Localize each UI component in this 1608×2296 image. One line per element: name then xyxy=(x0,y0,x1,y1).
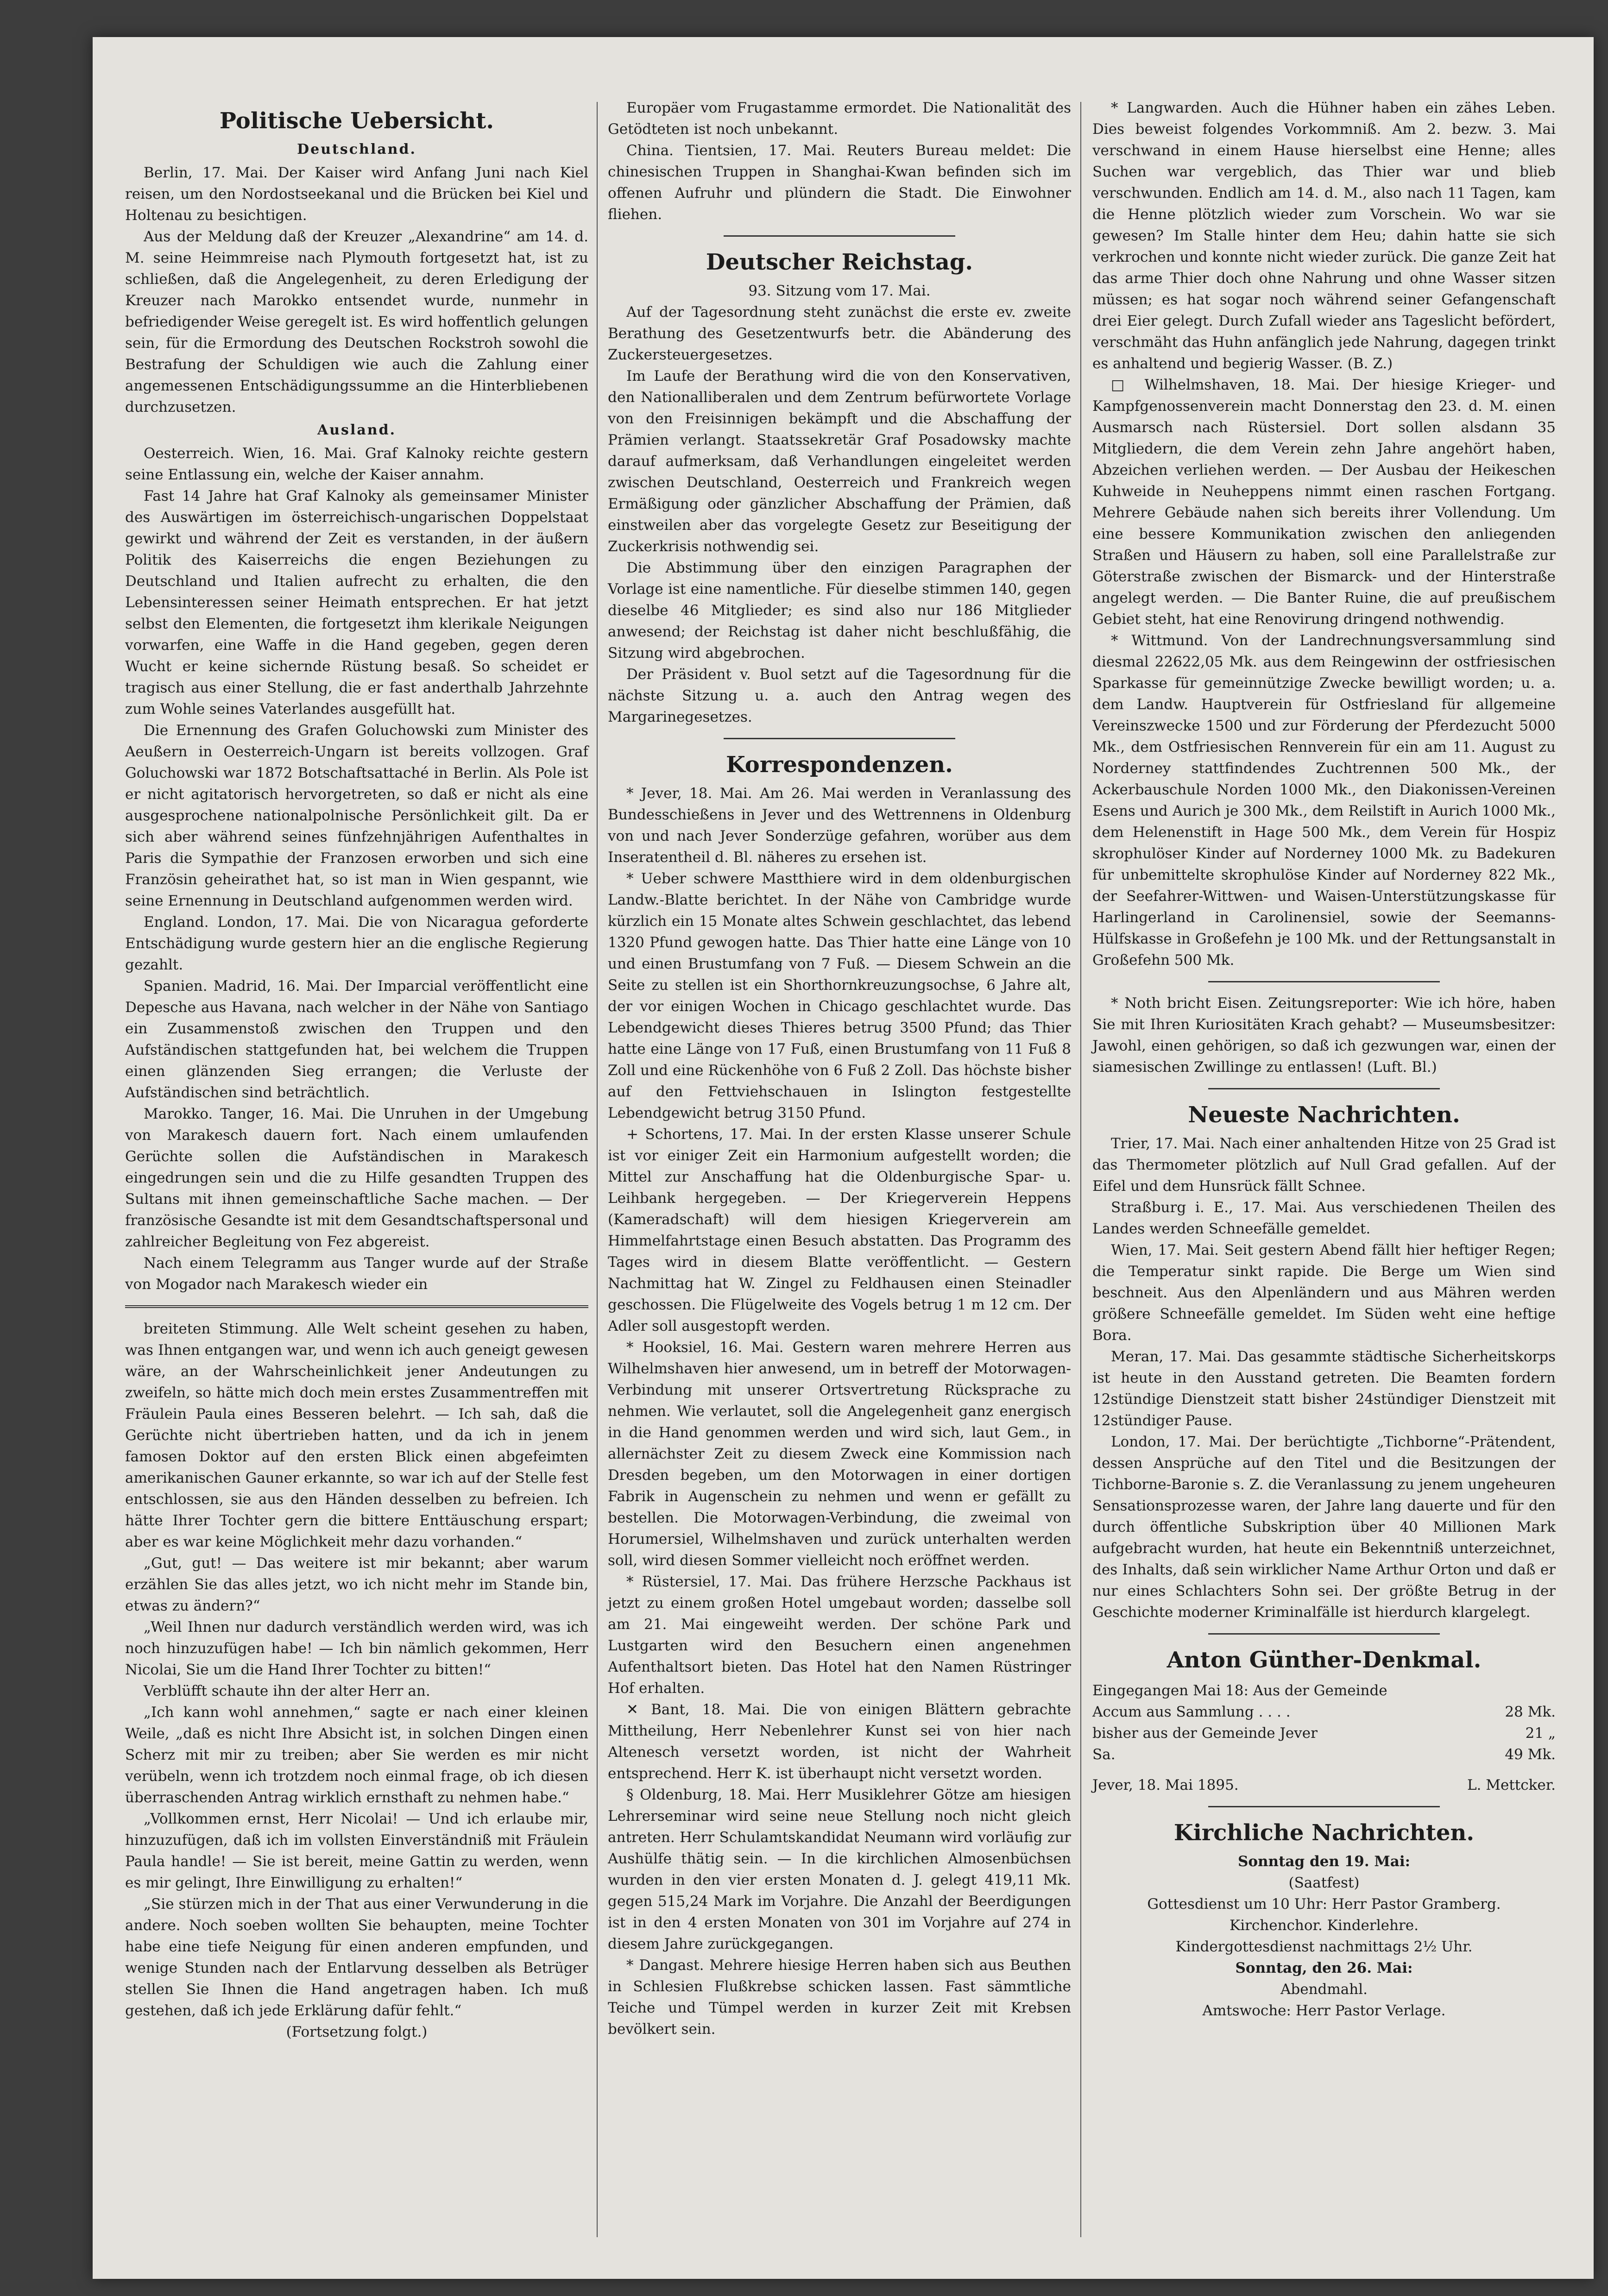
article-tagesordnung: Auf der Tagesordnung steht zunächst die erste ev. zweite Berathung des Gesetzentwurfs betr. die Abänderung des Zuckersteuergesetzes. xyxy=(608,304,1071,363)
article-bant: ✕ Bant, 18. Mai. Die von einigen Blättern gebrachte Mittheilung, Herr Nebenlehrer Kunst sei von hier nach Altenesch versetzt worden, ist nicht der Wahrheit entsprechend. Herr K. ist überhaupt nicht versetzt worden. xyxy=(608,1701,1071,1782)
section-divider xyxy=(1208,981,1440,982)
donation-amount: 21 „ xyxy=(1525,1725,1556,1742)
donation-row xyxy=(1092,1723,1556,1744)
article-trier: Trier, 17. Mai. Nach einer anhaltenden Hitze von 25 Grad ist das Thermometer plötzlich auf Null Grad gefallen. Auf der Eifel und dem Hunsrück fällt Schnee. xyxy=(1092,1135,1556,1195)
subheading-ausland: Ausland. xyxy=(317,422,397,438)
donation-total-row xyxy=(1092,1744,1556,1765)
article-wilhelmshaven: □ Wilhelmshaven, 18. Mai. Der hiesige Krieger- und Kampfgenossenverein macht Donnerstag den 23. d. M. einen Ausmarsch nach Rüstersiel. Dort sollen alsdann 35 Mitgliedern, die dem Verein zehn Jahre angehört haben, Abzeichen verliehen werden. — Der Ausbau der Heikeschen Kuhweide in Neuheppens nimmt einen raschen Fortgang. Mehrere Gebäude nahen sich bereits ihrer Vollendung. Um eine bessere Kommunikation zwischen den anliegenden Straßen und Häusern zu haben, soll eine Parallelstraße zur Göterstraße zwischen der Bismarck- und der Hinterstraße angelegt werden. — Die Banter Ruine, die auf preußischem Gebiet steht, hat eine Renovirung dringend nothwendig. xyxy=(1092,377,1556,628)
donation-amount: 28 Mk. xyxy=(1505,1704,1556,1720)
section-divider xyxy=(1208,1088,1440,1089)
column-3 xyxy=(1092,97,1556,2021)
signature-name: L. Mettcker. xyxy=(1467,1777,1556,1793)
article-spanien: Spanien. Madrid, 16. Mai. Der Imparcial veröffentlicht eine Depesche aus Havana, nach welcher in der Nähe von Santiago ein Zusammenstoß zwischen den Truppen und den Aufständischen stattgefunden hat, bei welchem die Truppen einen glänzenden Sieg errangen; die Verluste der Aufständischen sind beträchtlich. xyxy=(125,978,588,1101)
article-england: England. London, 17. Mai. Die von Nicaragua geforderte Entschädigung wurde gestern hier an die englische Regierung gezahlt. xyxy=(125,914,588,973)
session-line: 93. Sitzung vom 17. Mai. xyxy=(748,283,931,299)
section-divider xyxy=(1208,1806,1440,1807)
article-langwarden: * Langwarden. Auch die Hühner haben ein zähes Leben. Dies beweist folgendes Vorkommniß. Am 2. bezw. 3. Mai verschwand in einem Hause hierselbst eine Henne; alles Suchen war vergeblich, das Thier war und blieb verschwunden. Endlich am 14. d. M., also nach 11 Tagen, kam die Henne plötzlich wieder zum Vorschein. Wo war sie gewesen? Im Stalle hinter dem Heu; dahin hatte sie sich verkrochen und konnte nicht wieder zurück. Die ganze Zeit hat das arme Thier doch ohne Nahrung und ohne Wasser sitzen müssen; es hat sogar noch während seiner Gefangenschaft drei Eier gelegt. Durch Zufall wieder ans Tageslicht befördert, verschmäht das Huhn anfänglich jede Nahrung, dagegen trinkt es anhaltend und begierig Wasser. (B. Z.) xyxy=(1092,100,1556,372)
signature-line xyxy=(1092,1774,1556,1796)
continuation-note: (Fortsetzung folgt.) xyxy=(286,2024,428,2040)
church-service: Gottesdienst um 10 Uhr: Herr Pastor Gramberg. xyxy=(1147,1896,1501,1912)
column-2 xyxy=(608,97,1071,2040)
column-divider xyxy=(597,102,598,2237)
article-jever: * Jever, 18. Mai. Am 26. Mai werden in Veranlassung des Bundesschießens in Jever und des Wettrennens in Oldenburg von und nach Jever Sonderzüge gefahren, worüber aus dem Inseratentheil d. Bl. näheres zu ersehen ist. xyxy=(608,785,1071,866)
donation-row xyxy=(1092,1680,1556,1701)
donation-row xyxy=(1092,1701,1556,1723)
feuilleton-paragraph: „Vollkommen ernst, Herr Nicolai! — Und ich erlaube mir, hinzuzufügen, daß ich im vollsten Einverständniß mit Fräulein Paula handle! — Sie ist bereit, meine Gattin zu werden, wenn es mir gelingt, Ihre Einwilligung zu erhalten!“ xyxy=(125,1811,588,1891)
section-heading-korrespondenzen: Korrespondenzen. xyxy=(726,752,953,778)
newspaper-page xyxy=(93,37,1594,2279)
section-divider xyxy=(724,235,955,237)
article-berathung: Im Laufe der Berathung wird die von den Konservativen, den Nationalliberalen und dem Zentrum befürwortete Vorlage von den Freisinnigen bekämpft und die Abschaffung der Prämien verlangt. Staatssekretär Graf Posadowsky machte darauf aufmerksam, daß Verhandlungen eingeleitet werden zwischen Deutschland, Oesterreich und Frankreich wegen Ermäßigung oder gänzlicher Abschaffung der Prämien, daß einstweilen aber das vorgelegte Gesetz zur Beseitigung der Zuckerkrisis nothwendig sei. xyxy=(608,368,1071,555)
section-heading-politik: Politische Uebersicht. xyxy=(219,108,494,134)
article-wien: Wien, 17. Mai. Seit gestern Abend fällt hier heftiger Regen; die Temperatur sinkt rapide. Die Berge um Wien sind beschneit. Aus den Alpenländern und aus Mähren werden größere Schneefälle gemeldet. Im Süden weht eine heftige Bora. xyxy=(1092,1242,1556,1344)
article-alexandrine: Aus der Meldung daß der Kreuzer „Alexandrine“ am 14. d. M. seine Heimmreise nach Plymouth fortgesetzt hat, ist zu schließen, daß die Angelegenheit, zu deren Erledigung der Kreuzer nach Marokko entsendet wurde, nunmehr in befriedigender Weise geregelt ist. Es wird hoffentlich gelungen sein, für die Ermordung des Deutschen Rockstroh sowohl die Bestrafung der Schuldigen wie auch die Zahlung einer angemessenen Entschädigungssumme an die Hinterbliebenen durchzusetzen. xyxy=(125,228,588,415)
total-amount: 49 Mk. xyxy=(1505,1746,1556,1763)
feuilleton-paragraph: breiteten Stimmung. Alle Welt scheint gesehen zu haben, was Ihnen entgangen war, und wenn ich auch geneigt gewesen wäre, an der Wahrscheinlichkeit jener Andeutungen zu zweifeln, so hätte mich doch mein erstes Zusammentreffen mit Fräulein Paula eines Besseren belehrt. — Ich sah, daß die Gerüchte nicht übertrieben hatten, und da ich in jenem famosen Doktor auf den ersten Blick einen abgefeimten amerikanischen Gauner erkannte, so war ich auf der Stelle fest entschlossen, sie aus den Händen desselben zu befreien. Ich hätte Ihrer Tochter gern die bittere Enttäuschung erspart; aber es war keine Möglichkeit mehr dazu vorhanden.“ xyxy=(125,1321,588,1550)
section-heading-reichstag: Deutscher Reichstag. xyxy=(706,249,973,275)
feuilleton-paragraph: „Ich kann wohl annehmen,“ sagte er nach einer kleinen Weile, „daß es nicht Ihre Absicht ist, in solchen Dingen einen Scherz mit mir zu treiben; aber Sie werden es mir nicht verübeln, wenn ich trotzdem noch einmal frage, ob ich diesen überraschenden Antrag wirklich ernsthaft zu nehmen habe.“ xyxy=(125,1704,588,1806)
article-oldenburg: § Oldenburg, 18. Mai. Herr Musiklehrer Götze am hiesigen Lehrerseminar wird seine neue Stellung noch nicht gleich antreten. Herr Schulamtskandidat Neumann wird vorläufig zur Aushülfe thätig sein. — In die kirchlichen Almosenbüchsen wurden in den vier ersten Monaten d. J. gelegt 419,11 Mk. gegen 515,24 Mark im Vorjahre. Die Anzahl der Beerdigungen ist in den 4 ersten Monaten von 301 im Vorjahre auf 274 in diesem Jahre zurückgegangen. xyxy=(608,1786,1071,1952)
feuilleton-paragraph: „Sie stürzen mich in der That aus einer Verwunderung in die andere. Noch soeben wollten Sie behaupten, meine Tochter habe eine tiefe Neigung für einen anderen empfunden, und wenige Stunden nach der Entlarvung desselben als Betrüger stellen Sie Ihnen die Hand angetragen haben. Ich muß gestehen, daß ich jede Erklärung dafür fehlt.“ xyxy=(125,1896,588,2019)
donation-label: Accum aus Sammlung . . . . xyxy=(1092,1704,1291,1720)
church-duty-week: Amtswoche: Herr Pastor Verlage. xyxy=(1202,2002,1446,2019)
article-kalnoky: Fast 14 Jahre hat Graf Kalnoky als gemeinsamer Minister des Auswärtigen im österreichisch-ungarischen Doppelstaat gewirkt und während der Zeit es verstanden, in der äußern Politik des Kaiserreichs die engen Beziehungen zu Deutschland und Italien aufrecht zu erhalten, die den Lebensinteressen seiner Heimath entsprechen. Er hat jetzt selbst den Elementen, die fortgesetzt ihm klerikale Neigungen vorwarfen, eine Waffe in die Hand gegeben, gegen deren Wucht er keine sichernde Rüstung besaß. So scheidet er tragisch aus einer Stellung, die er fast anderthalb Jahrzehnte zum Wohle seines Vaterlandes ausgefüllt hat. xyxy=(125,488,588,717)
article-berlin: Berlin, 17. Mai. Der Kaiser wird Anfang Juni nach Kiel reisen, um den Nordostseekanal und die Brücken bei Kiel und Holtenau zu besichtigen. xyxy=(125,164,588,224)
section-heading-neueste: Neueste Nachrichten. xyxy=(1188,1102,1460,1128)
column-1 xyxy=(125,97,588,2043)
donation-label: bisher aus der Gemeinde Jever xyxy=(1092,1725,1318,1742)
donation-list xyxy=(1092,1680,1556,1765)
subheading-deutschland: Deutschland. xyxy=(297,141,416,157)
article-abstimmung: Die Abstimmung über den einzigen Paragraphen der Vorlage ist eine namentliche. Für dieselbe stimmen 140, gegen dieselbe 46 Mitglieder; es sind also nur 186 Mitglieder anwesend; der Reichstag ist daher nicht beschlußfähig, die Sitzung wird abgebrochen. xyxy=(608,560,1071,661)
section-divider xyxy=(1208,1633,1440,1635)
church-date: Sonntag den 19. Mai: xyxy=(1237,1853,1411,1870)
feuilleton-paragraph: Verblüfft schaute ihn der alter Herr an. xyxy=(144,1683,430,1699)
donation-intro: Eingegangen Mai 18: Aus der Gemeinde xyxy=(1092,1682,1387,1699)
section-heading-kirchlich: Kirchliche Nachrichten. xyxy=(1173,1820,1475,1846)
article-oesterreich: Oesterreich. Wien, 16. Mai. Graf Kalnoky reichte gestern seine Entlassung ein, welche der Kaiser annahm. xyxy=(125,445,588,483)
article-noth-bricht-eisen: * Noth bricht Eisen. Zeitungsreporter: Wie ich höre, haben Sie mit Ihren Kuriositäten Krach gehabt? — Museumsbesitzer: Jawohl, einen gehörigen, so daß ich gezwungen war, einen der siamesischen Zwillinge zu entlassen! (Luft. Bl.) xyxy=(1092,995,1556,1076)
article-ruestersiel: * Rüstersiel, 17. Mai. Das frühere Herzsche Packhaus ist jetzt zu einem großen Hotel umgebaut worden; dasselbe soll am 21. Mai eingeweiht werden. Der schöne Park und Lustgarten wird den Besuchern einen angenehmen Aufenthaltsort bieten. Das Hotel hat den Namen Rüstringer Hof erhalten. xyxy=(608,1573,1071,1697)
feuilleton-paragraph: „Gut, gut! — Das weitere ist mir bekannt; aber warum erzählen Sie das alles jetzt, wo ich nicht mehr im Stande bin, etwas zu ändern?“ xyxy=(125,1555,588,1614)
section-heading-denkmal: Anton Günther-Denkmal. xyxy=(1167,1647,1482,1673)
article-mastthiere: * Ueber schwere Mastthiere wird in dem oldenburgischen Landw.-Blatte berichtet. In der Nähe von Cambridge wurde kürzlich ein 15 Monate altes Schwein geschlachtet, das lebend 1320 Pfund gewogen hatte. Das Thier hatte eine Länge von 10 und einen Brustumfang von 7 Fuß. — Diesem Schwein an die Seite zu stellen ist ein Shorthornkreuzungsochse, 6 Jahre alt, der vor einigen Wochen in Chicago geschlachtet wurde. Das Lebendgewicht dieses Thieres betrug 3500 Pfund; das Thier hatte eine Länge von 17 Fuß, einen Brustumfang von 11 Fuß 8 Zoll und eine Rückenhöhe von 6 Fuß 2 Zoll. Das höchste bisher auf den Fettviehschauen in Islington festgestellte Lebendgewicht betrug 3150 Pfund. xyxy=(608,870,1071,1121)
church-communion: Abendmahl. xyxy=(1280,1981,1368,1998)
feuilleton-divider xyxy=(125,1305,588,1308)
church-date: Sonntag, den 26. Mai: xyxy=(1235,1960,1413,1976)
section-divider xyxy=(724,738,955,739)
article-telegramm: Nach einem Telegramm aus Tanger wurde auf der Straße von Mogador nach Marakesch wieder ein xyxy=(125,1255,588,1293)
article-wittmund: * Wittmund. Von der Landrechnungsversammlung sind diesmal 22622,05 Mk. aus dem Reingewinn der ostfriesischen Sparkasse für gemeinnützige Zwecke bewilligt worden; u. a. dem Landw. Hauptverein für Ostfriesland für allgemeine Vereinszwecke 1500 und zur Förderung der Pferdezucht 5000 Mk., dem Ostfriesischen Rennverein für ein am 11. August zu Norderney stattfindendes Zuchtrennen 500 Mk., der Ackerbauschule Norden 1000 Mk., den Diakonissen-Vereinen Esens und Aurich je 300 Mk., dem Reilstift in Aurich 1000 Mk., dem Helenenstift in Hage 500 Mk., dem Verein für Hospiz skrophulöser Kinder auf Norderney 1000 Mk. zu Badekuren für unbemittelte skrophulöse Kinder auf Norderney 822 Mk., der Seefahrer-Wittwen- und Waisen-Unterstützungskasse für Harlingerland in Carolinensiel, sowie der Seemanns-Hülfskasse in Großefehn je 100 Mk. und der Rettungsanstalt in Großefehn 500 Mk. xyxy=(1092,632,1556,969)
article-dangast: * Dangast. Mehrere hiesige Herren haben sich aus Beuthen in Schlesien Flußkrebse schicken lassen. Fast sämmtliche Teiche und Tümpel werden in kurzer Zeit mit Krebsen bevölkert sein. xyxy=(608,1957,1071,2038)
article-schortens: + Schortens, 17. Mai. In der ersten Klasse unserer Schule ist vor einiger Zeit ein Harmonium aufgestellt worden; die Mittel zur Anschaffung hat die Oldenburgische Spar- u. Leihbank hergegeben. — Der Kriegerverein Heppens (Kameradschaft) will dem hiesigen Kriegerverein am Himmelfahrtstage einen Besuch abstatten. Das Programm des Tages wird in diesem Blatte veröffentlicht. — Gestern Nachmittag hat W. Zingel zu Feldhausen einen Steinadler geschossen. Die Flügelweite des Vogels betrug 1 m 12 cm. Der Adler soll ausgestopft werden. xyxy=(608,1126,1071,1334)
column-divider xyxy=(1080,102,1081,2237)
church-choir: Kirchenchor. Kinderlehre. xyxy=(1230,1917,1419,1934)
article-goluchowski: Die Ernennung des Grafen Goluchowski zum Minister des Aeußern in Oesterreich-Ungarn ist bereits vollzogen. Graf Goluchowski war 1872 Botschaftsattaché in Berlin. Als Pole ist er nicht agitatorisch hervorgetreten, so daß er nicht als eine ausgesprochene nationalpolnische Persönlichkeit gilt. Da er sich aber während seines fünfzehnjährigen Aufenthaltes in Paris die Sympathie der Franzosen erworben und sich eine Französin geheirathet hat, so ist man in Wien gespannt, wie seine Ernennung in Deutschland aufgenommen werden wird. xyxy=(125,722,588,909)
article-continued: Europäer vom Frugastamme ermordet. Die Nationalität des Getödteten ist noch unbekannt. xyxy=(608,100,1071,138)
article-strassburg: Straßburg i. E., 17. Mai. Aus verschiedenen Theilen des Landes werden Schneefälle gemeldet. xyxy=(1092,1199,1556,1237)
feuilleton-paragraph: „Weil Ihnen nur dadurch verständlich werden wird, was ich noch hinzuzufügen habe! — Ich bin nämlich gekommen, Herr Nicolai, Sie um die Hand Ihrer Tochter zu bitten!“ xyxy=(125,1619,588,1678)
article-hooksiel: * Hooksiel, 16. Mai. Gestern waren mehrere Herren aus Wilhelmshaven hier anwesend, um in betreff der Motorwagen-Verbindung mit unserer Ortsvertretung Rücksprache zu nehmen. Wie verlautet, soll die Angelegenheit ganz energisch in die Hand genommen werden und wird sich, laut Gem., in allernächster Zeit zu diesem Zweck eine Kommission nach Dresden begeben, um den Motorwagen in einer dortigen Fabrik in Augenschein zu nehmen und wenn er gefällt zu bestellen. Die Motorwagen-Verbindung, die zweimal von Horumersiel, Wilhelmshaven und zurück unterhalten werden soll, wird diesen Sommer vielleicht noch eröffnet werden. xyxy=(608,1339,1071,1569)
church-note: (Saatfest) xyxy=(1288,1875,1360,1891)
article-meran: Meran, 17. Mai. Das gesammte städtische Sicherheitskorps ist heute in den Ausstand getreten. Die Beamten fordern 12stündige Dienstzeit statt bisher 24stündiger Dienstzeit mit 12stündiger Pause. xyxy=(1092,1348,1556,1429)
article-praesident: Der Präsident v. Buol setzt auf die Tagesordnung für die nächste Sitzung u. a. auch den Antrag wegen des Margarinegesetzes. xyxy=(608,666,1071,725)
church-children: Kindergottesdienst nachmittags 2½ Uhr. xyxy=(1175,1938,1473,1955)
article-china: China. Tientsien, 17. Mai. Reuters Bureau meldet: Die chinesischen Truppen in Shanghai-Kwan befinden sich im offenen Aufruhr und plündern die Stadt. Die Einwohner fliehen. xyxy=(608,142,1071,223)
article-london: London, 17. Mai. Der berüchtigte „Tichborne“-Prätendent, dessen Ansprüche auf den Titel und die Besitzungen der Tichborne-Baronie s. Z. die Veranlassung zu jenem ungeheuren Sensationsprozesse waren, der Jahre lang dauerte und für den durch öffentliche Subskription über 40 Millionen Mark aufgebracht wurden, hat heute ein Bekenntniß unterzeichnet, des Inhalts, daß sein wirklicher Name Arthur Orton und daß er nur eines Schlachters Sohn sei. Der größte Betrug in der Geschichte moderner Kriminalfälle ist hierdurch klargelegt. xyxy=(1092,1434,1556,1621)
total-label: Sa. xyxy=(1092,1746,1116,1763)
signature-place-date: Jever, 18. Mai 1895. xyxy=(1092,1777,1239,1793)
article-marokko: Marokko. Tanger, 16. Mai. Die Unruhen in der Umgebung von Marakesch dauern fort. Nach einem umlaufenden Gerüchte sollen die Aufständischen in Marakesch eingedrungen sein und die zu Hilfe gesandten Truppen des Sultans mit ihnen gemeinschaftliche Sache machen. — Der französische Gesandte ist mit dem Gesandtschaftspersonal und zahlreicher Begleitung von Fez abgereist. xyxy=(125,1106,588,1250)
